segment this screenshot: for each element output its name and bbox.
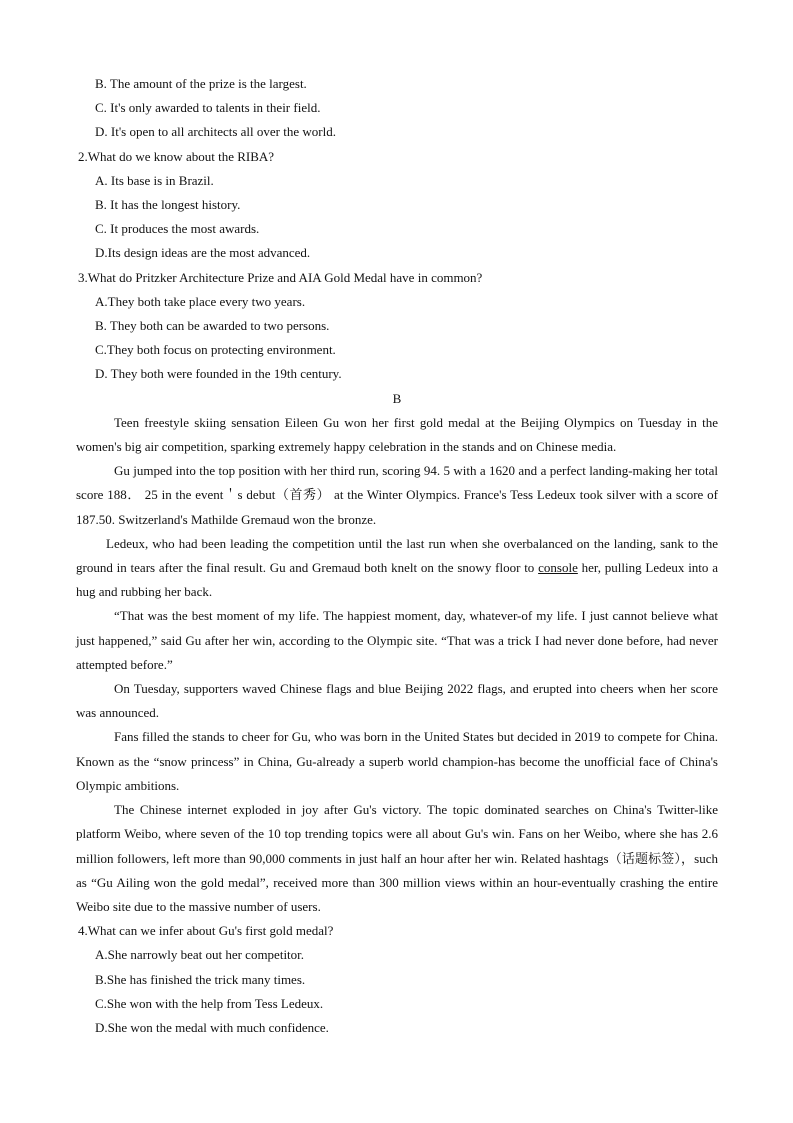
option-a: A. Its base is in Brazil. [95, 172, 214, 188]
underlined-word: console [538, 560, 578, 576]
option-c: C. It produces the most awards. [95, 221, 260, 237]
question-text: 4.What can we infer about Gu's first gold medal? [78, 923, 334, 939]
paragraph-3 [76, 532, 718, 605]
option-d: D.She won the medal with much confidence. [95, 1019, 329, 1035]
paragraph-3-text-a: Ledeux, who had been leading the competition until the last run when she overbalanced on the landing, sank to the ground in tears after the final result. Gu and Gremaud both knelt on the snowy floor to [76, 535, 718, 576]
option-d: D. It's open to all architects all over the world. [95, 124, 336, 140]
option-c: C.They both focus on protecting environment. [95, 342, 336, 358]
section-heading: B [392, 390, 402, 406]
question-4 [76, 919, 718, 1040]
question-2 [76, 145, 718, 266]
option-b: B.She has finished the trick many times. [95, 971, 306, 987]
option-c: C. It's only awarded to talents in their field. [95, 100, 321, 116]
exam-page [76, 72, 718, 1040]
question-text: 3.What do Pritzker Architecture Prize and AIA Gold Medal have in common? [78, 269, 483, 285]
option-d: D.Its design ideas are the most advanced. [95, 245, 311, 261]
option-b: B. The amount of the prize is the largest. [95, 76, 307, 91]
paragraph-6: Fans filled the stands to cheer for Gu, who was born in the United States but decided in 2019 to compete for China. Known as the “snow princess” in China, Gu-already a superb world champion-has become the unofficial face of China's Olympic ambitions. [76, 729, 718, 793]
option-c: C.She won with the help from Tess Ledeux. [95, 995, 324, 1011]
paragraph-7: The Chinese internet exploded in joy after Gu's victory. The topic dominated searches on China's Twitter-like platform Weibo, where seven of the 10 top trending topics were all about Gu's win. Fans on her Weibo, where she has 2.6 million followers, left more than 90,000 comments in just half an hour after her win. Related hashtags（话题标签），such as “Gu Ailing won the gold medal”, received more than 300 million views within an hour-eventually crashing the entire Weibo site due to the massive number of users. [76, 802, 718, 914]
option-b: B. It has the longest history. [95, 197, 241, 213]
option-d: D. They both were founded in the 19th century. [95, 366, 342, 382]
option-a: A.They both take place every two years. [95, 293, 306, 309]
question-text: 2.What do we know about the RIBA? [78, 148, 275, 164]
paragraph-4: “That was the best moment of my life. The happiest moment, day, whatever-of my life. I just cannot believe what just happened,” said Gu after her win, according to the Olympic site. “That was a trick I had never done before, had never attempted before.” [76, 608, 718, 672]
previous-question-options [76, 72, 718, 145]
question-3 [76, 266, 718, 387]
option-b: B. They both can be awarded to two persons. [95, 318, 330, 334]
reading-passage-b [76, 411, 718, 919]
paragraph-3-text-b: her, pulling Ledeux into a hug and rubbing her back. [76, 560, 718, 600]
paragraph-2: Gu jumped into the top position with her third run, scoring 94. 5 with a 1620 and a perfect landing-making her total score 188． 25 in the event＇s debut（首秀） at the Winter Olympics. France's Tess Ledeux took silver with a score of 187.50. Switzerland's Mathilde Gremaud won the bronze. [76, 463, 718, 527]
paragraph-5: On Tuesday, supporters waved Chinese flags and blue Beijing 2022 flags, and erupted into cheers when her score was announced. [76, 681, 718, 721]
paragraph-1: Teen freestyle skiing sensation Eileen Gu won her first gold medal at the Beijing Olympics on Tuesday in the women's big air competition, sparking extremely happy celebration in the stands and on Chinese media. [76, 414, 718, 455]
option-a: A.She narrowly beat out her competitor. [95, 947, 305, 963]
